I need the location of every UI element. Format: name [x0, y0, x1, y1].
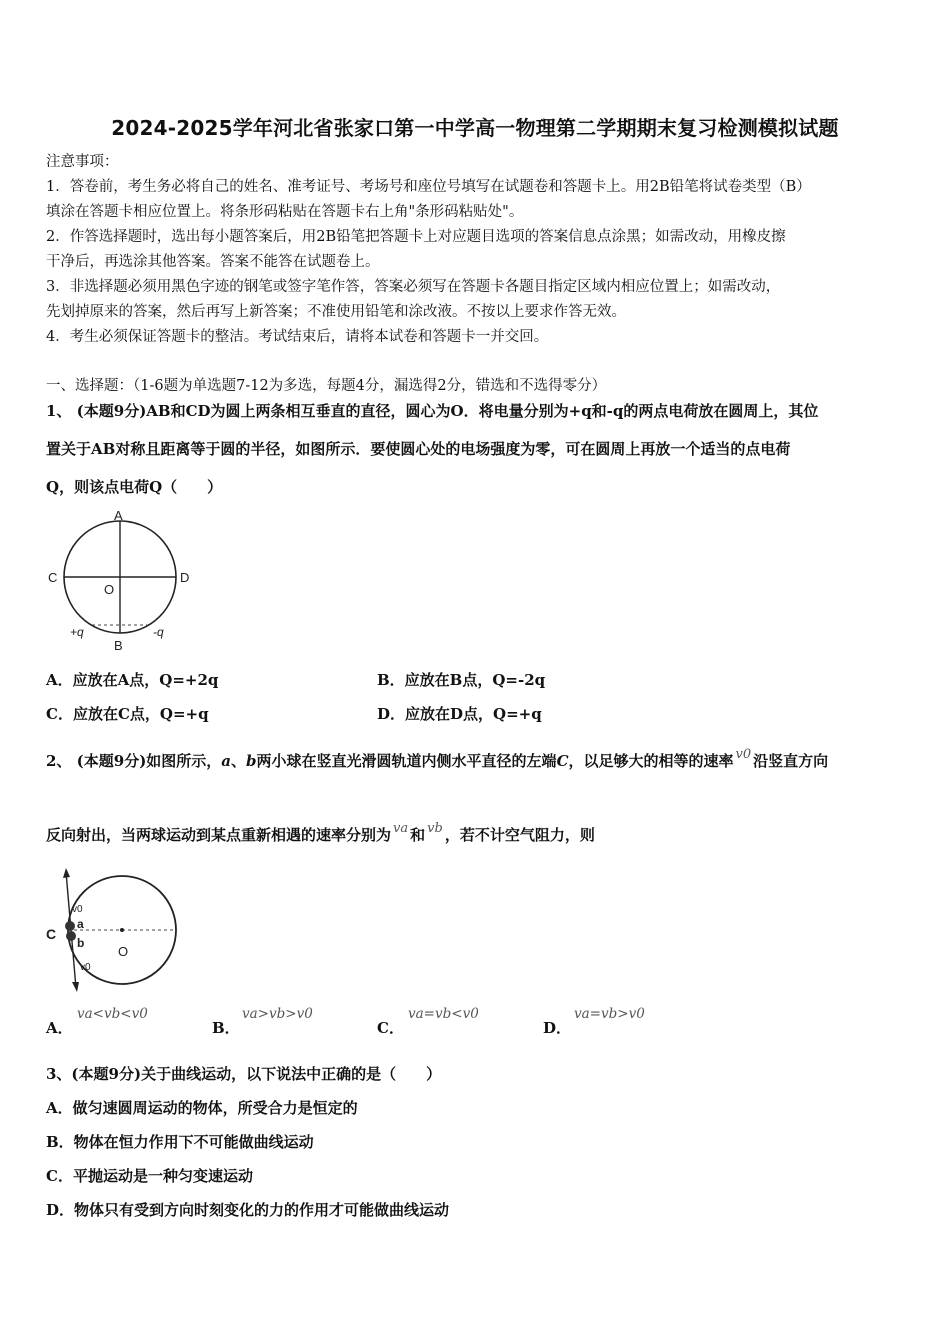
- q2-option-b-label[interactable]: B．: [212, 1019, 240, 1037]
- ball-a: [65, 921, 75, 931]
- q3-option-d[interactable]: D．物体只有受到方向时刻变化的力的作用才可能做曲线运动: [46, 1201, 450, 1219]
- q2-option-c-label[interactable]: C．: [377, 1019, 404, 1037]
- notice-heading: 注意事项：: [46, 154, 119, 170]
- label-v0-top: v0: [72, 904, 83, 915]
- q2-stem-line2: [46, 821, 595, 845]
- arrow-down-icon: [72, 982, 79, 992]
- label-plus-q: +q: [70, 625, 84, 639]
- q1-stem-line2: 置关于AB对称且距离等于圆的半径，如图所示．要使圆心处的电场强度为零，可在圆周上再放一个适当的点电荷: [46, 440, 791, 458]
- q2-track-figure: [40, 866, 190, 994]
- q2-option-d-expr: va=vb>v0: [574, 1006, 645, 1022]
- q2-vb-symbol: vb: [427, 821, 443, 836]
- q2-var-b: b: [246, 752, 257, 770]
- notice-line: 4．考生必须保证答题卡的整洁。考试结束后，请将本试卷和答题卡一并交回。: [46, 329, 549, 345]
- q1-option-d[interactable]: D．应放在D点，Q=+q: [377, 705, 542, 723]
- q1-stem-line1: 1、 (本题9分)AB和CD为圆上两条相互垂直的直径，圆心为O．将电量分别为+q和-q的两点电荷放在圆周上，其位: [46, 402, 819, 420]
- notice-line: 3．非选择题必须用黑色字迹的钢笔或签字笔作答，答案必须写在答题卡各题目指定区域内相应位置上；如需改动，: [46, 279, 781, 295]
- arrow-up-icon: [63, 868, 70, 878]
- label-d: D: [180, 570, 190, 585]
- label-c: C: [46, 926, 57, 942]
- center-dot: [120, 928, 124, 932]
- ball-b: [66, 931, 76, 941]
- notice-line: 填涂在答题卡相应位置上。将条形码粘贴在答题卡右上角"条形码粘贴处"。: [46, 204, 524, 220]
- q2-text: 沿竖直方向: [753, 752, 829, 770]
- label-o: O: [118, 944, 129, 959]
- q2-va-symbol: va: [393, 821, 409, 836]
- q2-var-c: C: [556, 752, 569, 770]
- q1-stem-line3: Q，则该点电荷Q（ ）: [46, 478, 223, 496]
- q1-option-b[interactable]: B．应放在B点，Q=-2q: [377, 671, 546, 689]
- label-v0-bottom: v0: [80, 962, 91, 973]
- page-title: 2024-2025学年河北省张家口第一中学高一物理第二学期期末复习检测模拟试题: [111, 116, 839, 140]
- notice-line: 1．答卷前，考生务必将自己的姓名、准考证号、考场号和座位号填写在试题卷和答题卡上。用2B铅笔将试卷类型（B）: [46, 179, 811, 195]
- q2-text: 反向射出，当两球运动到某点重新相遇的速率分别为: [46, 826, 392, 844]
- notice-line: 先划掉原来的答案，然后再写上新答案；不准使用铅笔和涂改液。不按以上要求作答无效。: [46, 304, 626, 320]
- q3-option-a[interactable]: A．做匀速圆周运动的物体，所受合力是恒定的: [46, 1099, 358, 1117]
- q1-option-a[interactable]: A．应放在A点，Q=+2q: [46, 671, 219, 689]
- q2-text: ，若不计空气阻力，则: [444, 826, 595, 844]
- q3-option-c[interactable]: C．平抛运动是一种匀变速运动: [46, 1167, 253, 1185]
- q2-stem-line1: [46, 747, 829, 771]
- q2-text: ，以足够大的相等的速率: [568, 752, 734, 770]
- q2-text: 两小球在竖直光滑圆轨道内侧水平直径的左端: [256, 752, 557, 770]
- q2-text: 和: [410, 826, 426, 844]
- q3-stem: 3、(本题9分)关于曲线运动，以下说法中正确的是（ ）: [46, 1065, 442, 1083]
- q2-option-a-expr: va<vb<v0: [77, 1006, 148, 1022]
- label-o: O: [104, 582, 115, 597]
- q1-option-c[interactable]: C．应放在C点，Q=+q: [46, 705, 209, 723]
- q3-option-b[interactable]: B．物体在恒力作用下不可能做曲线运动: [46, 1133, 314, 1151]
- label-b: b: [77, 936, 85, 950]
- label-b: B: [114, 638, 123, 653]
- notice-line: 干净后，再选涂其他答案。答案不能答在试题卷上。: [46, 254, 380, 270]
- q2-text: 、: [231, 752, 247, 770]
- q2-var-a: a: [221, 752, 232, 770]
- q1-circle-figure: [40, 504, 210, 656]
- q2-option-a-label[interactable]: A．: [46, 1019, 73, 1037]
- label-minus-q: -q: [153, 625, 164, 639]
- label-a: A: [114, 508, 123, 523]
- q2-text: 2、 (本题9分)如图所示，: [46, 752, 222, 770]
- q2-option-c-expr: va=vb<v0: [408, 1006, 479, 1022]
- notice-line: 2．作答选择题时，选出每小题答案后，用2B铅笔把答题卡上对应题目选项的答案信息点涂黑；如需改动，用橡皮擦: [46, 229, 786, 245]
- label-c: C: [48, 570, 58, 585]
- q2-option-b-expr: va>vb>v0: [242, 1006, 313, 1022]
- section-heading: 一、选择题：（1-6题为单选题7-12为多选，每题4分，漏选得2分，错选和不选得零分）: [46, 378, 607, 394]
- q2-option-d-label[interactable]: D．: [543, 1019, 572, 1037]
- q2-v0-symbol: v0: [735, 747, 752, 762]
- label-a: a: [77, 917, 84, 931]
